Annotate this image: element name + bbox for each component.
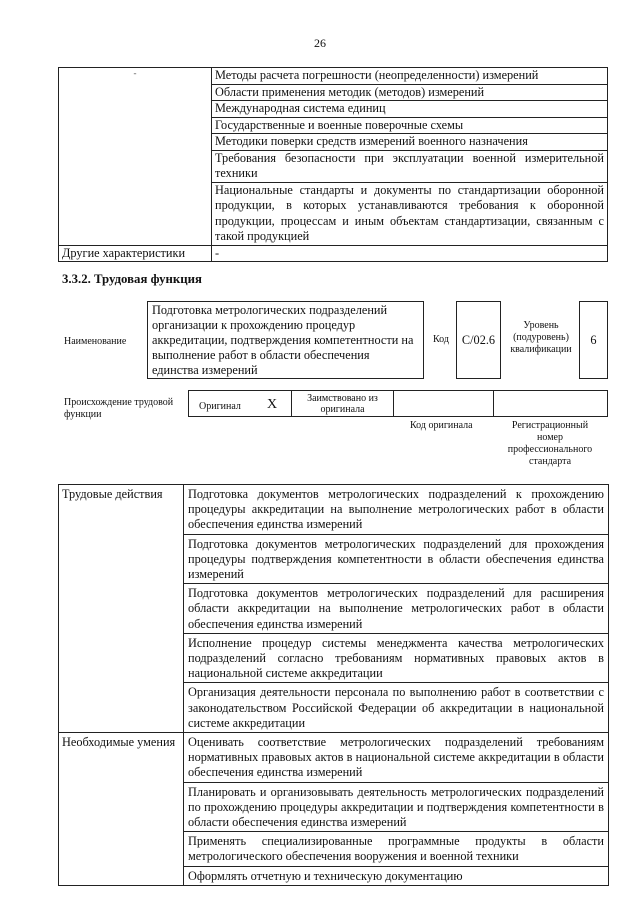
borrowed-cell <box>291 390 394 417</box>
knowledge-table <box>58 67 608 262</box>
name-label: Наименование <box>64 336 127 347</box>
original-cell <box>188 390 292 417</box>
code-label: Код <box>433 334 449 345</box>
other-characteristics-value: - <box>212 245 608 262</box>
action-item: Организация деятельности персонала по выполнению работ в соответствии с законодательством Российской Федерации об аккредитации в национальной системе аккредитации <box>184 683 609 733</box>
origin-label: Происхождение трудовой функции <box>64 397 174 420</box>
empty-cell-mark: - <box>133 68 137 78</box>
knowledge-item: Международная система единиц <box>212 101 608 118</box>
knowledge-item: Методики поверки средств измерений военного назначения <box>212 134 608 151</box>
skill-item: Планировать и организовывать деятельность метрологических подразделений по прохождению процедуры аккредитации и подтверждения компетентности в области обеспечения единства измерений <box>184 782 609 832</box>
reg-number-label: Регистрационный номер профессионального стандарта <box>507 420 593 467</box>
action-item: Подготовка документов метрологических подразделений для расширения области аккредитации на выполнение метрологических работ в области обеспечения единства измерений <box>184 584 609 634</box>
table-row <box>59 733 609 783</box>
code-original-cell <box>393 390 494 417</box>
actions-label-cell <box>59 485 184 733</box>
code-original-label: Код оригинала <box>410 420 473 431</box>
action-item: Подготовка документов метрологических подразделений к прохождению процедуры аккредитации на выполнение метрологических работ в области обеспечения единства измерений <box>184 485 609 535</box>
page-number: 26 <box>314 36 326 50</box>
reg-number-cell <box>493 390 608 417</box>
table-row <box>59 68 608 85</box>
original-label: Оригинал <box>199 401 241 412</box>
action-item: Исполнение процедур системы менеджмента качества метрологических подразделений согласно требованиям нормативных правовых актов в национальной системе аккредитации <box>184 633 609 683</box>
function-name-box: Подготовка метрологических подразделений организации к прохождению процедур аккредитации, подтверждения компетентности на выполнение работ в области обеспечения единства измерений <box>147 301 424 379</box>
skill-item: Оценивать соответствие метрологических подразделений требованиям нормативных правовых актов в национальной системе аккредитации в области обеспечения единства измерений <box>184 733 609 783</box>
skill-item: Оформлять отчетную и техническую документацию <box>184 866 609 885</box>
knowledge-item: Области применения методик (методов) измерений <box>212 84 608 101</box>
function-code: C/02.6 <box>461 332 496 347</box>
origin-row <box>188 390 608 417</box>
knowledge-item: Государственные и военные поверочные схемы <box>212 117 608 134</box>
qualification-level: 6 <box>590 332 597 347</box>
knowledge-item: Национальные стандарты и документы по стандартизации оборонной продукции, в которых устанавливаются требования к оборонной продукции, процессам и иным объектам стандартизации, связанным с такой продукцией <box>212 182 608 245</box>
level-label: Уровень (подуровень) квалификации <box>510 320 572 355</box>
knowledge-item: Требования безопасности при эксплуатации военной измерительной техники <box>212 150 608 182</box>
function-details-table <box>58 484 609 886</box>
function-code-box <box>456 301 501 379</box>
qualification-level-box <box>579 301 608 379</box>
knowledge-label-cell <box>59 68 212 246</box>
borrowed-label: Заимствовано из оригинала <box>307 393 378 415</box>
actions-label: Трудовые действия <box>62 487 163 501</box>
other-characteristics-label: Другие характеристики <box>59 245 212 262</box>
skills-label: Необходимые умения <box>62 735 176 750</box>
action-item: Подготовка документов метрологических подразделений для прохождения процедуры подтверждения компетентности в области обеспечения единства измерений <box>184 534 609 584</box>
skill-item: Применять специализированные программные продукты в области метрологического обеспечения вооружения и военной техники <box>184 832 609 866</box>
table-row <box>59 245 608 262</box>
knowledge-item: Методы расчета погрешности (неопределенности) измерений <box>212 68 608 85</box>
table-row <box>59 485 609 535</box>
skills-label-cell <box>59 733 184 886</box>
original-mark: X <box>267 397 278 412</box>
section-heading: 3.3.2. Трудовая функция <box>62 272 202 286</box>
